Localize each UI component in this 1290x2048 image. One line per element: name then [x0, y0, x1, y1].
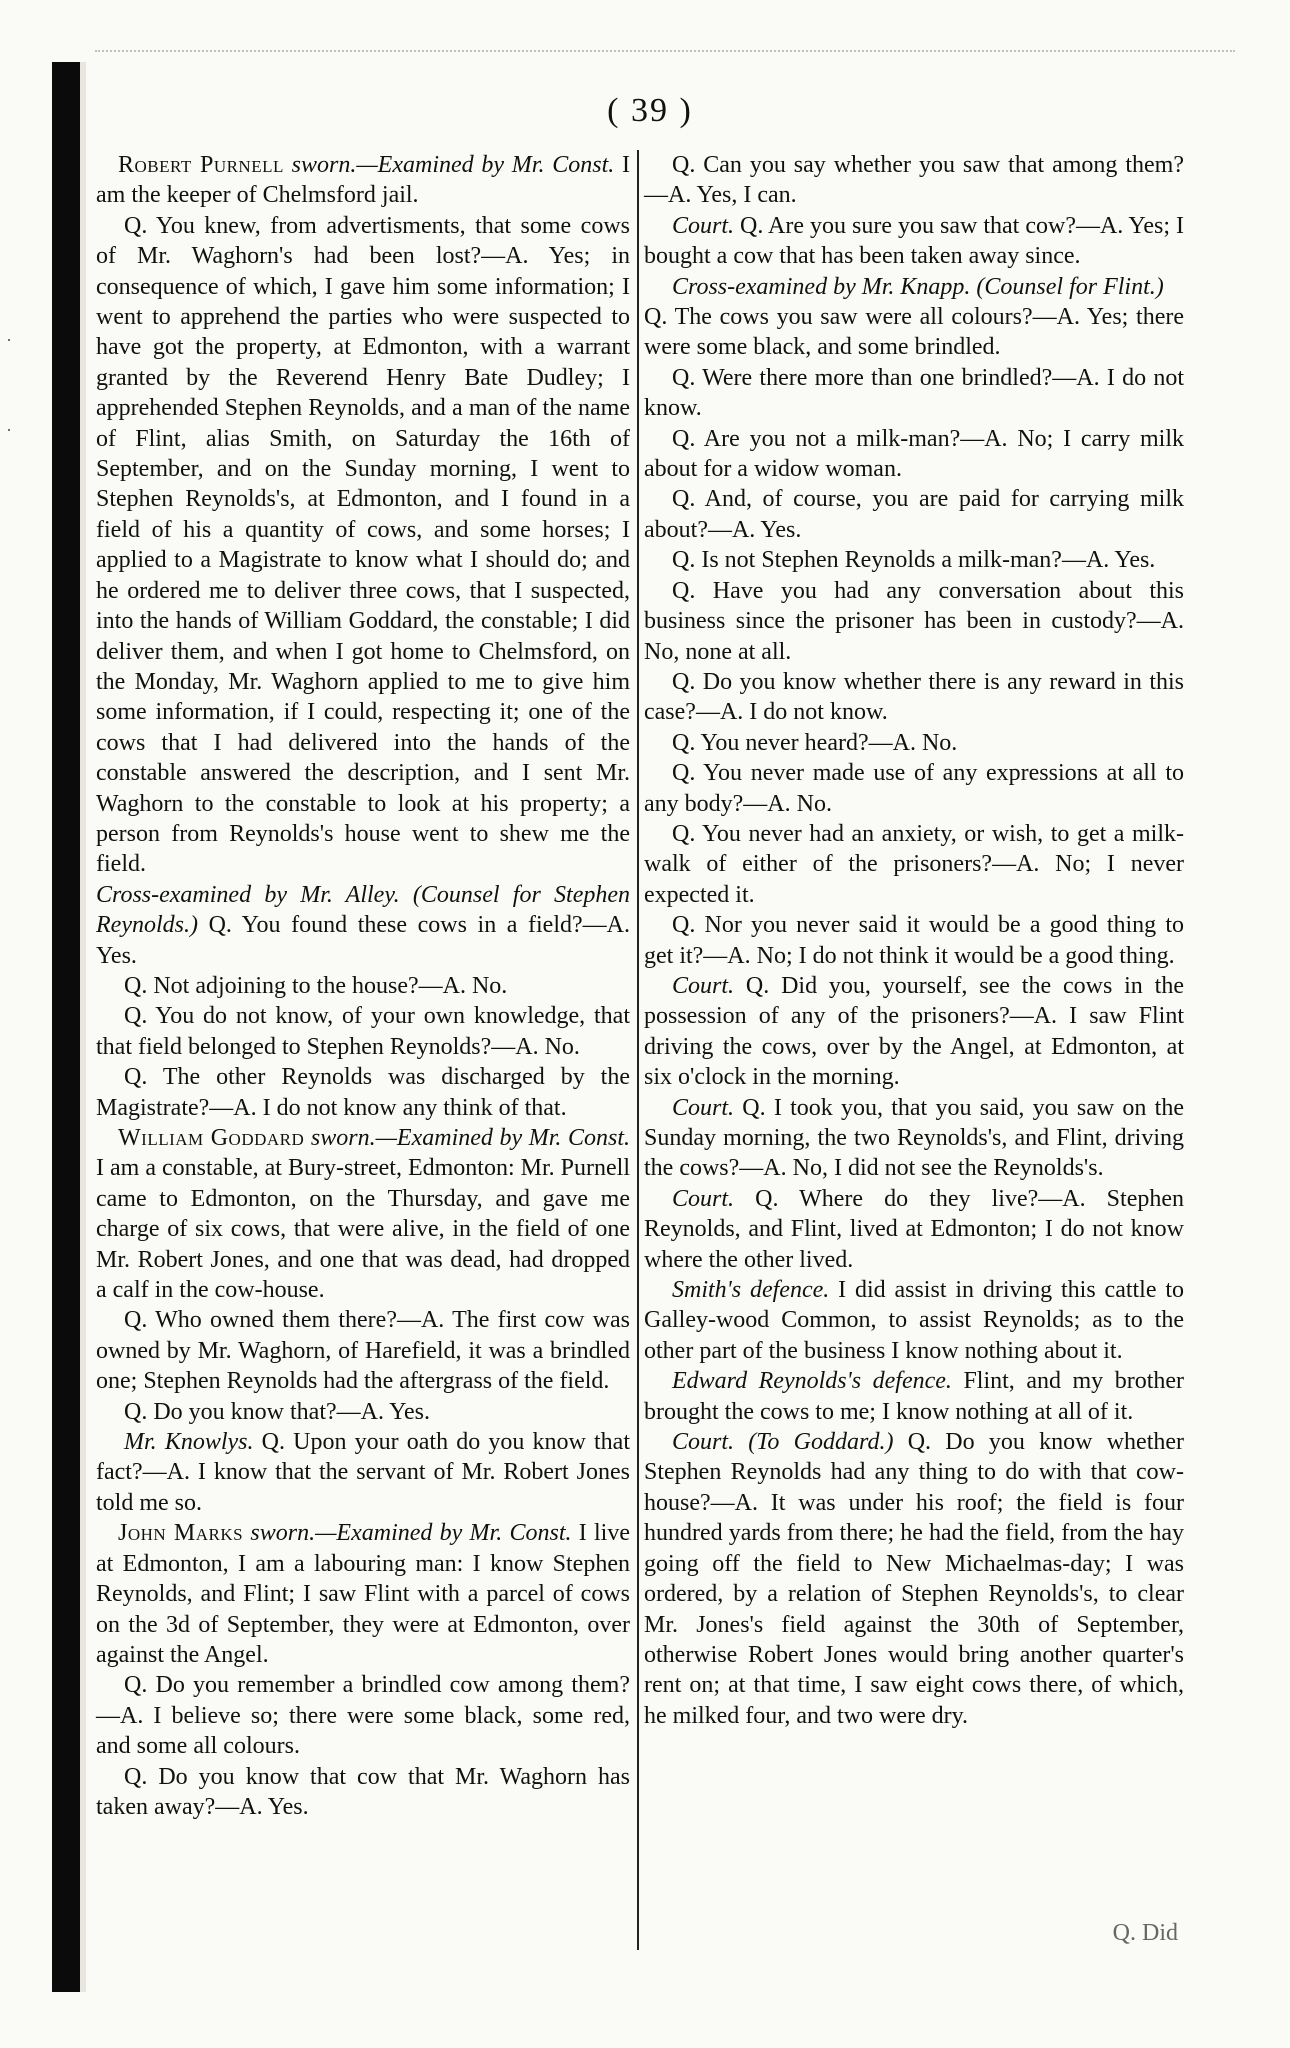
right-column	[644, 150, 1184, 1731]
left-column	[96, 150, 630, 1822]
paragraph: Court. Q. Where do they live?—A. Stephen Reynolds, and Flint, lived at Edmonton; I do not know where the other lived.	[644, 1185, 1184, 1273]
paragraph: Robert Purnell sworn.—Examined by Mr. Const. I am the keeper of Chelmsford jail.	[96, 152, 631, 209]
paragraph: John Marks sworn.—Examined by Mr. Const. I live at Edmonton, I am a labouring man: I know Stephen Reynolds, and Flint; I saw Flint with a parcel of cows on the 3d of September, they were at Edmonton, over against the Angel.	[96, 1520, 631, 1668]
paragraph: Q. Do you know that cow that Mr. Waghorn has taken away?—A. Yes.	[96, 1763, 630, 1820]
paragraph: Q. Is not Stephen Reynolds a milk-man?—A. Yes.	[672, 547, 1156, 574]
paragraph: Q. You never had an anxiety, or wish, to get a milk-walk of either of the prisoners?—A. No; I never expected it.	[644, 820, 1184, 908]
paragraph: Edward Reynolds's defence. Flint, and my brother brought the cows to me; I know nothing at all of it.	[644, 1368, 1185, 1425]
paragraph: Q. Do you know whether there is any reward in this case?—A. I do not know.	[644, 668, 1184, 726]
paragraph: Q. You never made use of any expressions at all to any body?—A. No.	[644, 760, 1184, 817]
paragraph: Cross-examined by Mr. Alley. (Counsel for Stephen Reynolds.) Q. You found these cows in a field?—A. Yes.	[96, 881, 630, 969]
paragraph: Smith's defence. I did assist in driving this cattle to Galley-wood Common, to assist Reynolds; as to the other part of the business I know nothing about it.	[644, 1277, 1185, 1364]
binding-edge	[52, 62, 80, 1992]
paragraph: Q. And, of course, you are paid for carrying milk about?—A. Yes.	[644, 486, 1184, 543]
paragraph: Q. You do not know, of your own knowledge, that that field belonged to Stephen Reynolds?—A. No.	[96, 1003, 630, 1060]
margin-mark: ·	[6, 330, 12, 350]
paragraph: Court. (To Goddard.) Q. Do you know whether Stephen Reynolds had any thing to do with that cow-house?—A. It was under his roof; the field is four hundred yards from there; he had the field, from the hay going off the field to New Michaelmas-day; I was ordered, by a relation of Stephen Reynolds's, to clear Mr. Jones's field against the 30th of September, otherwise Robert Jones would bring another quarter's rent on; at that time, I saw eight cows there, of which, he milked four, and two were dry.	[644, 1429, 1185, 1729]
paragraph: Q. You knew, from advertisments, that some cows of Mr. Waghorn's had been lost?—A. Yes; in consequence of which, I gave him some information; I went to apprehend the parties who were suspected to have got the property, at Edmonton, with a warrant granted by the Reverend Henry Bate Dudley; I apprehended Stephen Reynolds, and a man of the name of Flint, alias Smith, on Saturday the 16th of September, and on the Sunday morning, I went to Stephen Reynolds's, at Edmonton, and I found in a field of his a quantity of cows, and some horses; I applied to a Magistrate to know what I should do; and he ordered me to deliver three cows, that I suspected, into the hands of William Goddard, the constable; I did deliver them, and when I got home to Chelmsford, on the Monday, Mr. Waghorn applied to me to give him some information, if I could, respecting it; one of the cows that I had delivered into the hands of the constable answered the description, and I sent Mr. Waghorn to the constable to look at his property; a person from Reynolds's house went to shew me the field.	[96, 212, 630, 878]
paragraph: Q. Were there more than one brindled?—A. I do not know.	[644, 364, 1184, 422]
paragraph: Q. Do you remember a brindled cow among them?—A. I believe so; there were some black, some red, and some all colours.	[96, 1672, 630, 1760]
paragraph: Mr. Knowlys. Q. Upon your oath do you know that fact?—A. I know that the servant of Mr. Robert Jones told me so.	[96, 1429, 630, 1516]
margin-mark: ·	[6, 420, 12, 440]
top-scan-artifact	[95, 50, 1235, 58]
paragraph: Q. Can you say whether you saw that among them?—A. Yes, I can.	[644, 152, 1184, 209]
paragraph: Cross-examined by Mr. Knapp. (Counsel for Flint.)	[672, 273, 1164, 300]
paragraph: Q. Nor you never said it would be a good thing to get it?—A. No; I do not think it would be a good thing.	[644, 912, 1184, 969]
paragraph: Court. Q. Are you sure you saw that cow?—A. Yes; I bought a cow that has been taken away since.	[644, 212, 1185, 270]
catchword: Q. Did	[1112, 1920, 1178, 1946]
paragraph: Q. Who owned them there?—A. The first cow was owned by Mr. Waghorn, of Harefield, it was a brindled one; Stephen Reynolds had the aftergrass of the field.	[96, 1307, 630, 1395]
paragraph: Court. Q. I took you, that you said, you saw on the Sunday morning, the two Reynolds's, and Flint, driving the cows?—A. No, I did not see the Reynolds's.	[644, 1094, 1184, 1182]
paragraph: Q. The cows you saw were all colours?—A. Yes; there were some black, and some brindled.	[644, 304, 1184, 361]
paragraph: Court. Q. Did you, yourself, see the cows in the possession of any of the prisoners?—A. I saw Flint driving the cows, over by the Angel, at Edmonton, at six o'clock in the morning.	[644, 972, 1184, 1091]
paragraph: Q. Have you had any conversation about this business since the prisoner has been in custody?—A. No, none at all.	[644, 577, 1184, 665]
paragraph: Q. The other Reynolds was discharged by the Magistrate?—A. I do not know any think of that.	[96, 1064, 630, 1121]
paragraph: Q. Do you know that?—A. Yes.	[124, 1398, 430, 1425]
paragraph: Q. You never heard?—A. No.	[672, 729, 958, 756]
binding-gutter	[80, 62, 86, 1992]
paragraph: William Goddard sworn.—Examined by Mr. Const. I am a constable, at Bury-street, Edmonton: Mr. Purnell came to Edmonton, on the Thursday, and gave me charge of six cows, that were alive, in the field of one Mr. Robert Jones, and one that was dead, had dropped a calf in the cow-house.	[96, 1125, 630, 1304]
column-rule	[637, 150, 639, 1950]
paragraph: Q. Are you not a milk-man?—A. No; I carry milk about for a widow woman.	[644, 425, 1184, 483]
paragraph: Q. Not adjoining to the house?—A. No.	[124, 972, 508, 999]
page-number: ( 39 )	[607, 92, 693, 129]
